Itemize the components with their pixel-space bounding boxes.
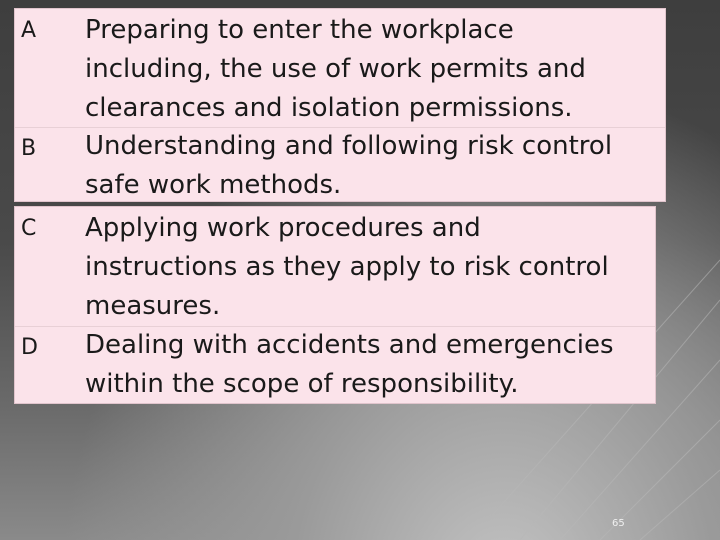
row-letter: D (21, 335, 38, 360)
row-letter: B (21, 136, 37, 161)
page-number: 65 (612, 518, 625, 529)
row-text: Preparing to enter the workplace including, the use of work permits and clearances and isolation permissions. (85, 15, 586, 123)
row-text: Understanding and following risk control safe work methods. (85, 131, 613, 200)
row-letter: C (21, 216, 37, 241)
row-text: Dealing with accidents and emergencies within the scope of responsibility. (85, 330, 614, 399)
row-text: Applying work procedures and instructions as they apply to risk control measures. (85, 213, 609, 321)
outcomes-table (14, 8, 666, 406)
table-section-ab (14, 8, 666, 202)
row-letter: A (21, 18, 37, 43)
table-section-cd (14, 206, 656, 404)
